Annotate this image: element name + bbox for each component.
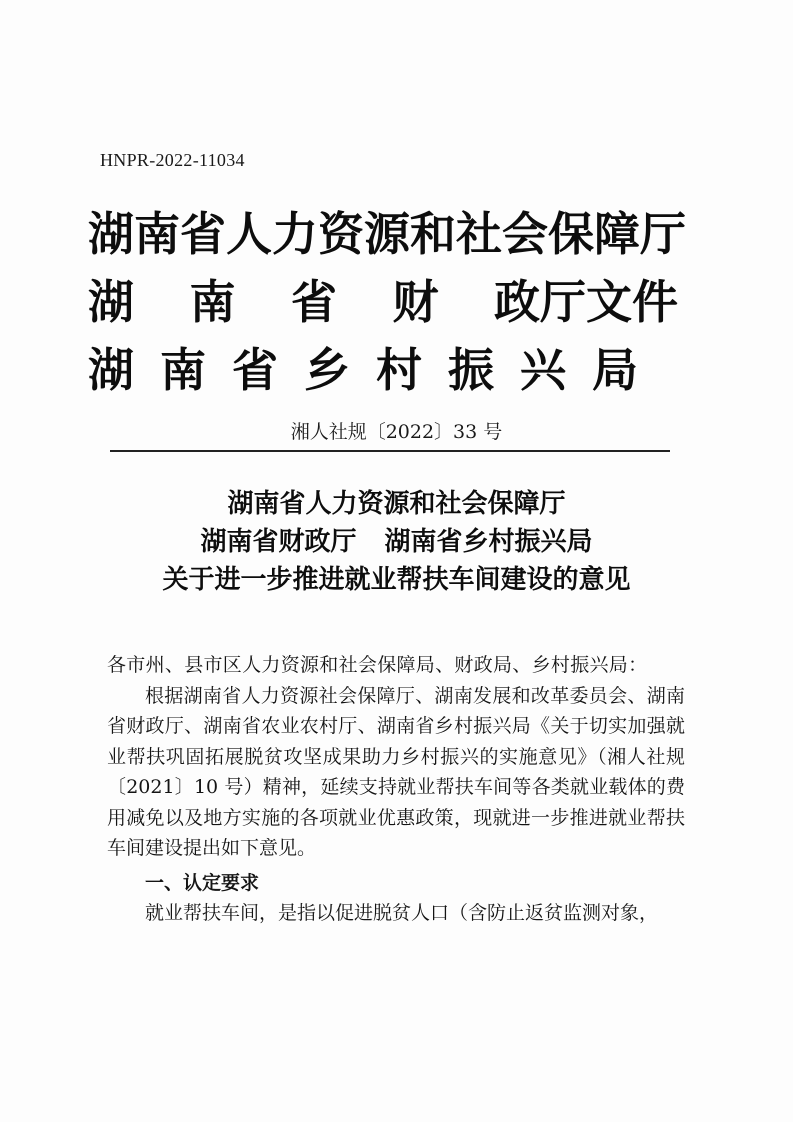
body-paragraph: 就业帮扶车间，是指以促进脱贫人口（含防止返贫监测对象， — [145, 902, 659, 924]
issuer-rural-revitalization-bureau: 湖南省乡村振兴局 — [88, 343, 664, 397]
header-divider — [110, 450, 670, 452]
section-heading: 一、认定要求 — [145, 871, 260, 894]
body-paragraph: 根据湖南省人力资源社会保障厅、湖南发展和改革委员会、湖南省财政厅、湖南省农业农村厅、湖南省乡村振兴局《关于切实加强就业帮扶巩固拓展脱贫攻坚成果助力乡村振兴的实施意见》（湘人社规〔2021〕10 号）精神，延续支持就业帮扶车间等各类就业载体的费用减免以及地方实施的各项就业优惠政策，现就进一步推进就业帮扶车间建设提出如下意见。 — [107, 684, 685, 859]
title-line-2-part-b: 湖南省乡村振兴局 — [384, 527, 593, 557]
title-line-2 — [0, 523, 793, 561]
issuer-finance-suffix: 厅文件 — [540, 275, 678, 329]
issuer-finance-char: 财 — [392, 275, 439, 329]
issuer-finance-char: 湖 — [88, 275, 134, 329]
document-title — [0, 485, 793, 599]
addressee-line: 各市州、县市区人力资源和社会保障局、财政局、乡村振兴局： — [107, 654, 648, 676]
issuer-finance-char: 南 — [189, 275, 236, 329]
document-number: 湘人社规〔2022〕33 号 — [290, 421, 503, 443]
issuer-finance-department — [88, 266, 678, 332]
document-id: HNPR-2022-11034 — [100, 150, 245, 170]
title-line-3: 关于进一步推进就业帮扶车间建设的意见 — [162, 565, 631, 595]
document-body — [107, 650, 685, 929]
title-line-2-part-a: 湖南省财政厅 — [200, 527, 357, 557]
issuer-finance-char: 政 — [494, 275, 540, 329]
issuer-finance-char: 省 — [291, 275, 337, 329]
issuer-finance-name — [88, 266, 540, 332]
title-line-1: 湖南省人力资源和社会保障厅 — [227, 489, 566, 519]
issuer-hrss-department: 湖南省人力资源和社会保障厅 — [88, 207, 686, 261]
